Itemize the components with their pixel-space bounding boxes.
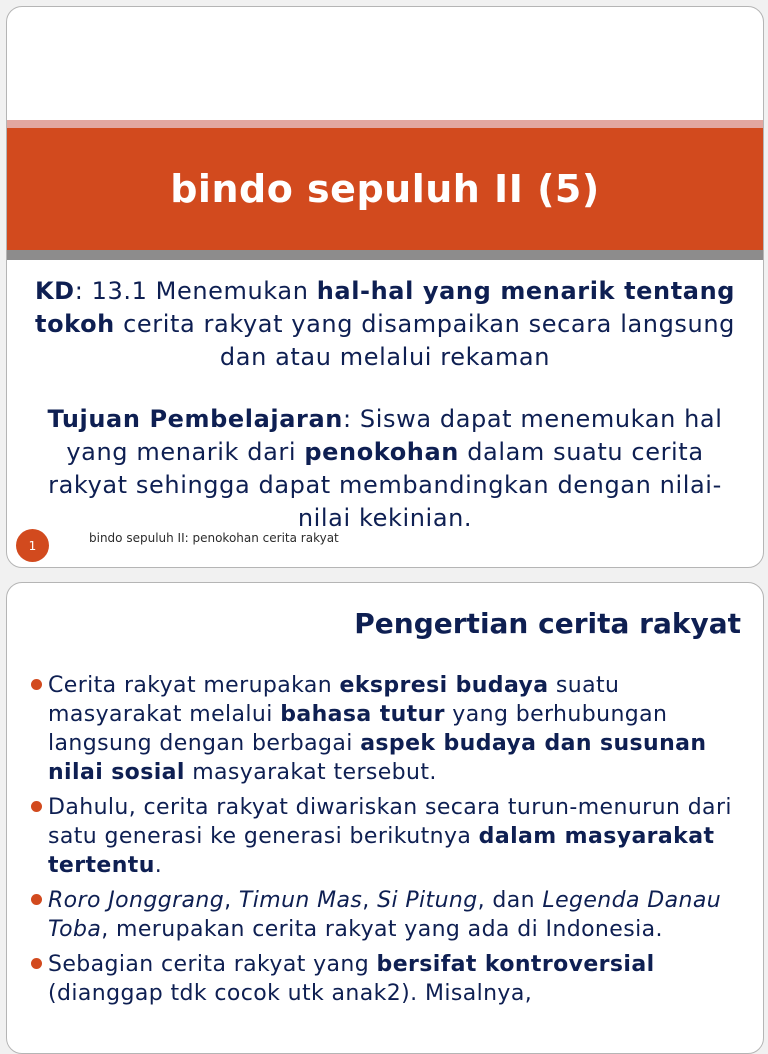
bullet-text: , [224, 888, 239, 913]
kd-emphasis: hal-hal yang menarik tentang tokoh [35, 277, 736, 338]
list-item [31, 793, 737, 880]
bullet-dot-icon [31, 679, 42, 690]
bullet-text: , dan [477, 888, 543, 913]
tujuan-rest: dalam suatu cerita rakyat sehingga dapat membandingkan dengan nilai-nilai kekinian. [48, 438, 722, 532]
kd-intro: : 13.1 Menemukan [74, 277, 317, 305]
list-item [31, 671, 737, 787]
bullet-dot-icon [31, 894, 42, 905]
bullet-bold: dalam masyarakat tertentu [48, 824, 715, 878]
bullet-text: suatu masyarakat melalui [48, 673, 620, 727]
kd-paragraph [23, 275, 747, 374]
list-item [31, 886, 737, 944]
bullet-text: masyarakat tersebut. [184, 760, 437, 785]
bullet-italic: Roro Jonggrang [48, 888, 225, 913]
slide-number: 1 [28, 538, 37, 553]
bullet-bold: bersifat kontroversial [376, 952, 655, 977]
kd-rest: cerita rakyat yang disampaikan secara langsung dan atau melalui rekaman [114, 310, 735, 371]
bullet-bold: ekspresi budaya [339, 673, 549, 698]
bullet-text: Cerita rakyat merupakan [48, 673, 340, 698]
bullet-text: (dianggap tdk cocok utk anak2). Misalnya, [48, 981, 533, 1006]
tujuan-emphasis: penokohan [304, 438, 459, 466]
bullet-text: , [362, 888, 378, 913]
bullet-text: Sebagian cerita rakyat yang [48, 952, 377, 977]
slide-footer: bindo sepuluh II: penokohan cerita rakyat [89, 531, 339, 545]
tujuan-label: Tujuan Pembelajaran [47, 405, 343, 433]
list-item [31, 950, 737, 1008]
tujuan-intro: : Siswa dapat menemukan hal yang menarik dari [66, 405, 723, 466]
bullet-italic: Timun Mas [238, 888, 363, 913]
slide-number-badge [16, 529, 49, 562]
bullet-text: , merupakan cerita rakyat yang ada di Indonesia. [101, 917, 663, 942]
bullet-list [31, 671, 737, 1014]
bullet-text: yang berhubungan langsung dengan berbagai [48, 702, 668, 756]
bullet-text: Dahulu, cerita rakyat diwariskan secara turun-menurun dari satu generasi ke generasi berikutnya [48, 795, 732, 849]
bullet-dot-icon [31, 801, 42, 812]
slide-2 [6, 582, 764, 1054]
bullet-italic: Legenda Danau Toba [48, 888, 722, 942]
bullet-bold: bahasa tutur [280, 702, 445, 727]
bullet-text: . [154, 853, 163, 878]
bullet-bold: aspek budaya dan susunan nilai sosial [48, 731, 707, 785]
slide-title-banner [7, 128, 763, 250]
slide-1 [6, 6, 764, 568]
kd-label: KD [34, 277, 75, 305]
bullet-dot-icon [31, 958, 42, 969]
title-bottom-band [7, 250, 763, 260]
bullet-italic: Si Pitung [377, 888, 478, 913]
slide-2-title: Pengertian cerita rakyat [354, 607, 741, 640]
tujuan-paragraph [23, 403, 747, 535]
title-top-band [7, 120, 763, 128]
slide-title: bindo sepuluh II (5) [170, 167, 600, 211]
